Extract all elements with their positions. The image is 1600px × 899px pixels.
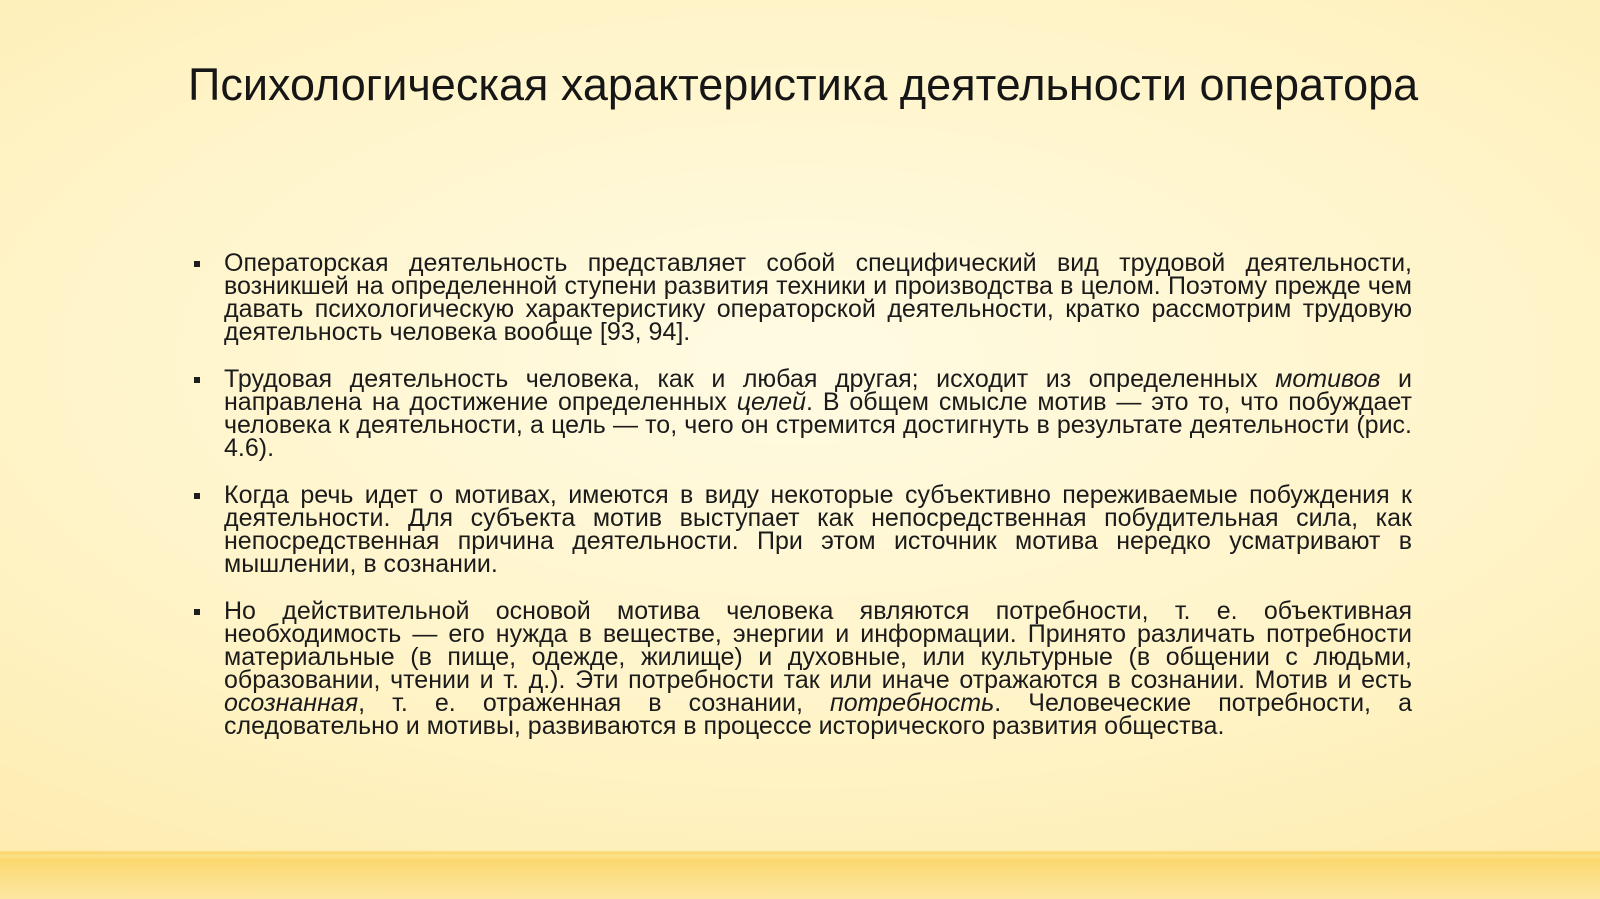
bullet-text bbox=[224, 481, 1412, 578]
text-segment: Когда речь идет о мотивах, имеются в виду некоторые субъективно переживаемые побуждения к деятельности. Для субъекта мотив выступает как непосредственная побудительная сила, как непосредственная причина деятельности. При этом источник мотива нередко усматривают в мышлении, в сознании. bbox=[224, 481, 1412, 578]
square-bullet-icon bbox=[194, 377, 200, 383]
text-segment: . В общем смысле мотив — это то, что побуждает человека к деятельности, а цель — то, чего он стремится достигнуть в результате деятельности (рис. 4.6). bbox=[224, 388, 1412, 462]
text-segment: Операторская деятельность представляет собой специфический вид трудовой деятельности, возникшей на определенной ступени развития техники и производства в целом. Поэтому прежде чем давать психологическую характеристику операторской деятельности, кратко рассмотрим трудовую деятельность человека вообще [93, 94]. bbox=[224, 249, 1412, 346]
square-bullet-icon bbox=[194, 261, 200, 267]
bullet-list bbox=[192, 249, 1412, 762]
italic-term: осознанная bbox=[224, 689, 359, 717]
text-segment: и направлена на достижение определенных bbox=[224, 365, 1412, 416]
square-bullet-icon bbox=[194, 493, 200, 499]
bullet-item bbox=[192, 481, 1412, 578]
bullet-text bbox=[224, 249, 1412, 346]
slide-title: Психологическая характеристика деятельности оператора bbox=[188, 59, 1419, 110]
text-segment: . Человеческие потребности, а следовательно и мотивы, развиваются в процессе исторического развития общества. bbox=[224, 689, 1412, 740]
bullet-text bbox=[224, 365, 1412, 462]
text-segment: Трудовая деятельность человека, как и любая другая; исходит из определенных bbox=[224, 365, 1276, 393]
text-segment: Но действительной основой мотива человека являются потребности, т. е. объективная необходимость — его нужда в веществе, энергии и информации. Принято различать потребности материальные (в пище, одежде, жилище) и духовные, или культурные (в общении с людьми, образовании, чтении и т. д.). Эти потребности так или иначе отражаются в сознании. Мотив и есть bbox=[224, 597, 1412, 694]
bullet-item bbox=[192, 249, 1412, 346]
text-segment: , т. е. отраженная в сознании, bbox=[358, 689, 831, 717]
bullet-text bbox=[224, 597, 1412, 740]
italic-term: мотивов bbox=[1275, 365, 1381, 393]
bullet-item bbox=[192, 597, 1412, 740]
italic-term: потребность bbox=[830, 689, 995, 717]
italic-term: целей bbox=[736, 388, 807, 416]
bullet-item bbox=[192, 365, 1412, 462]
bottom-decorative-band bbox=[0, 849, 1600, 899]
square-bullet-icon bbox=[194, 609, 200, 615]
